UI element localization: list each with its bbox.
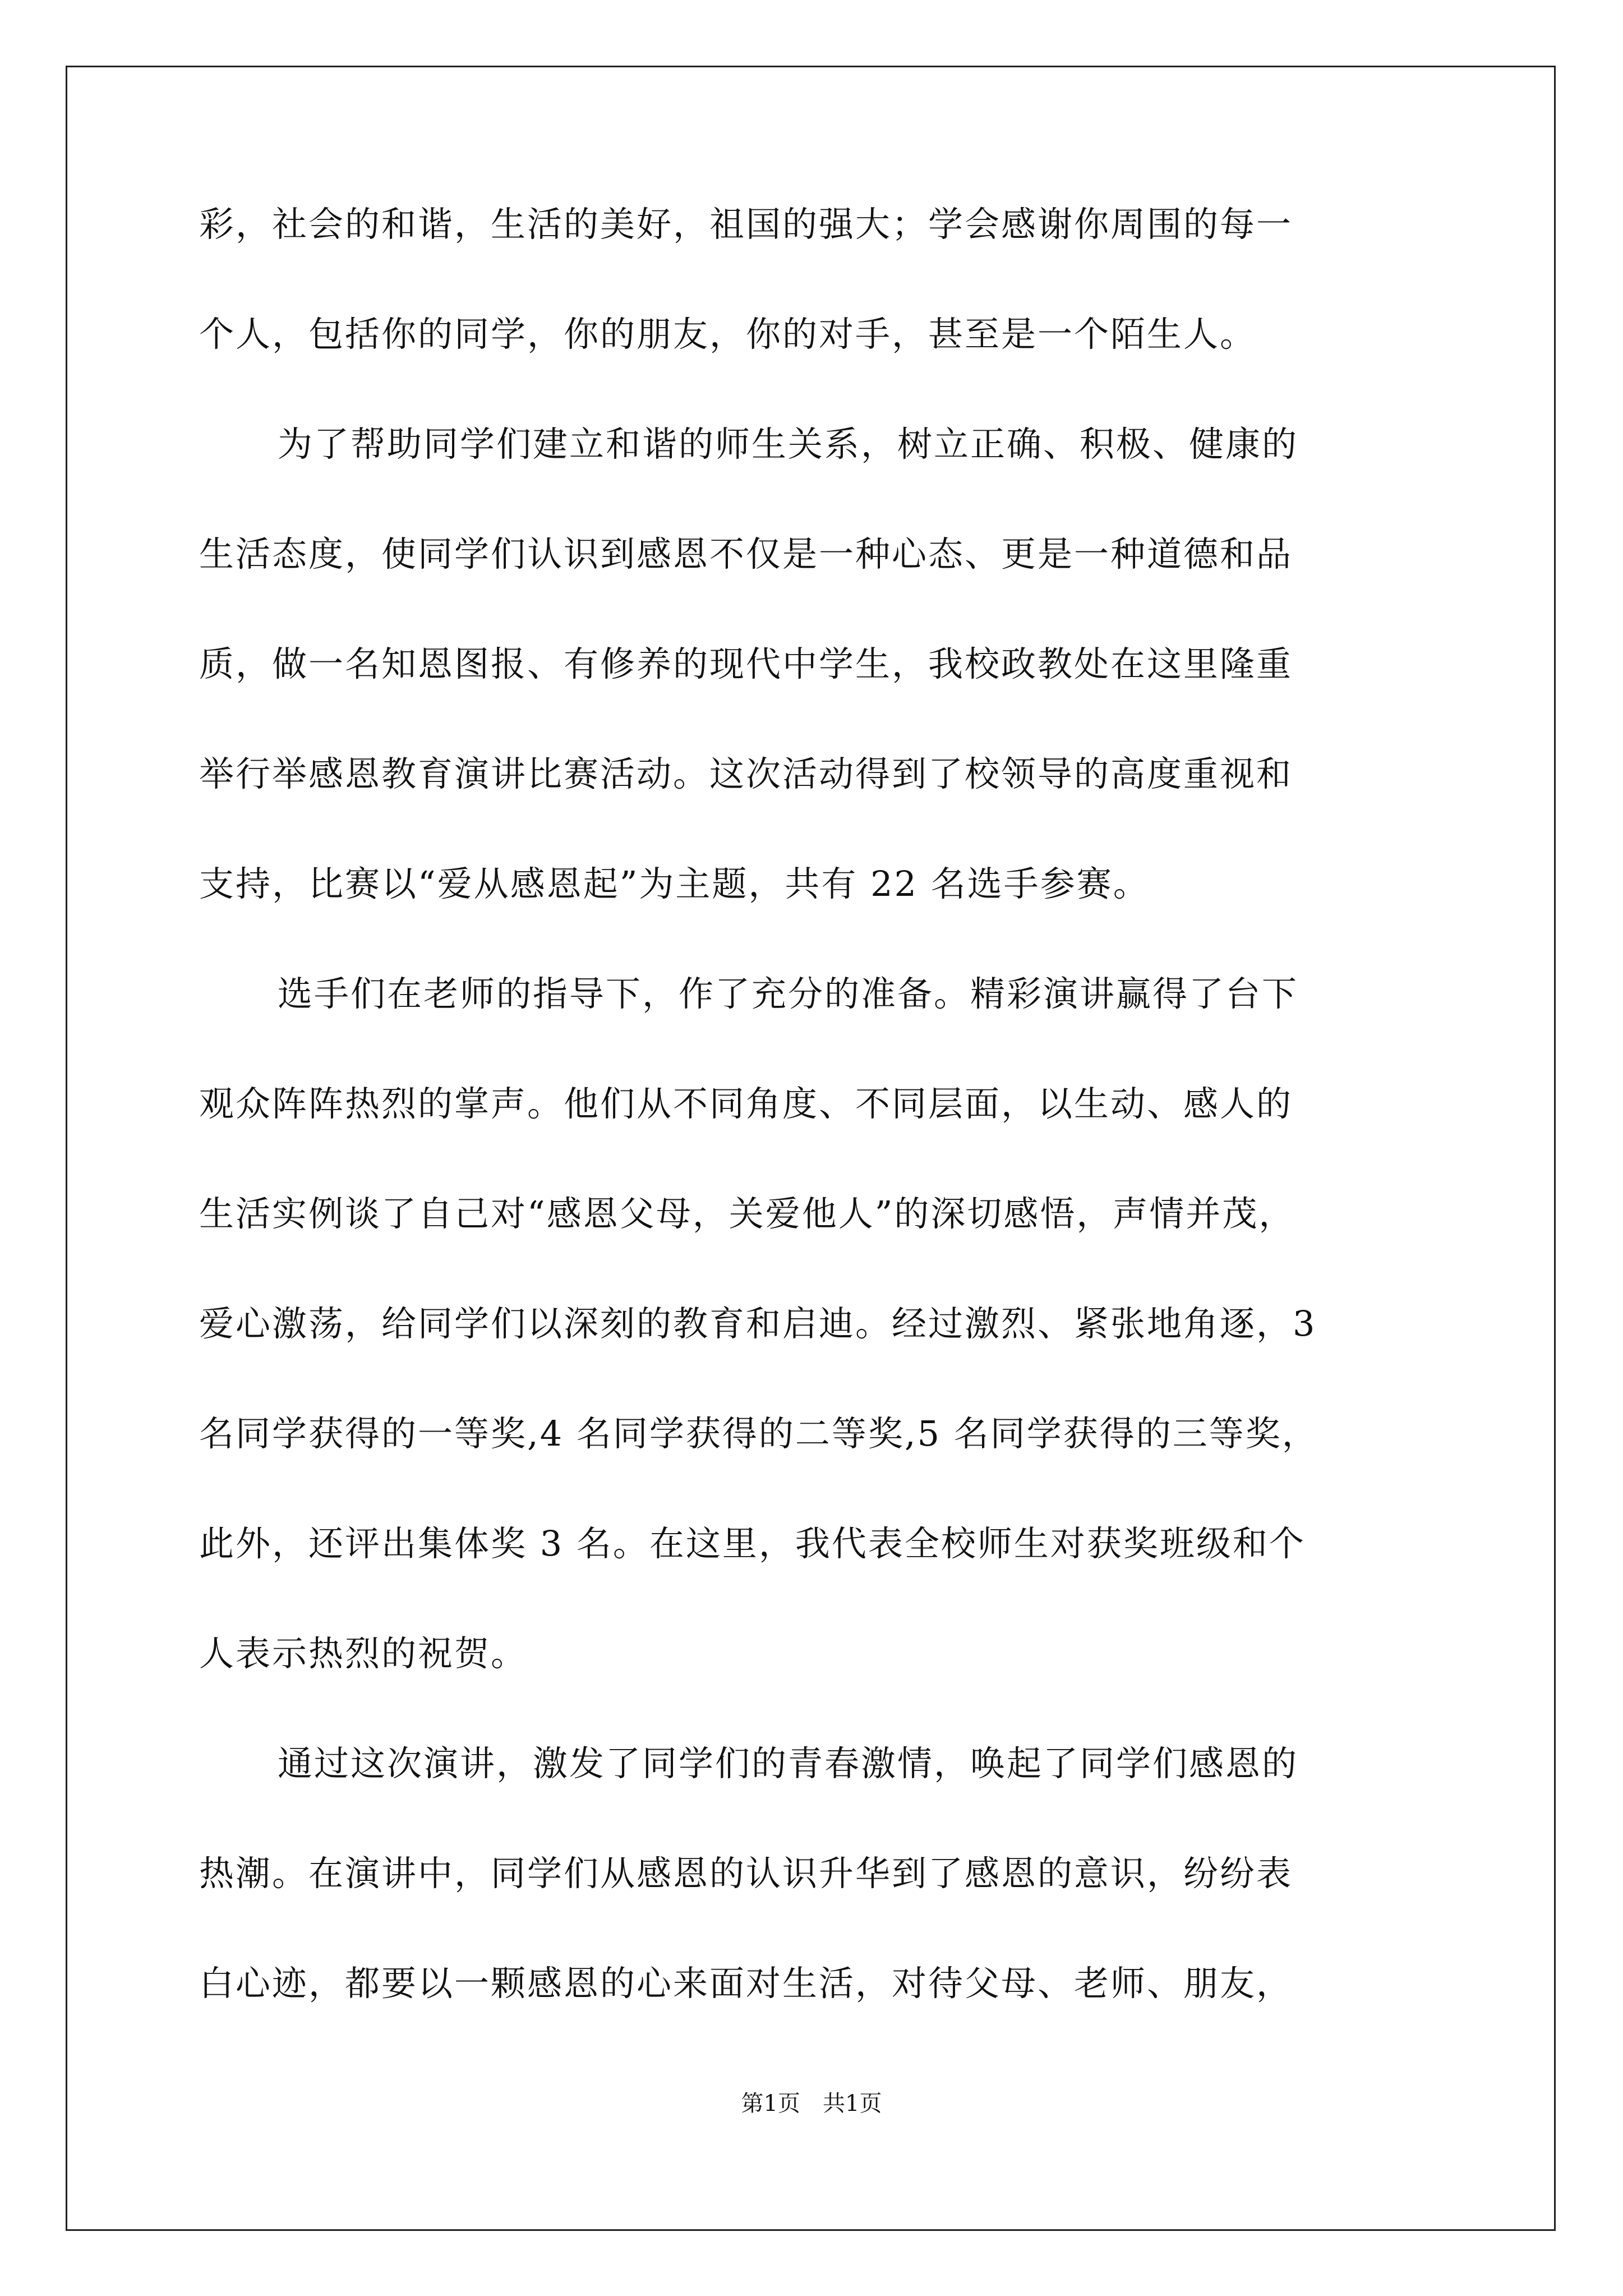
- text-line: 生活实例谈了自己对“感恩父母，关爱他人”的深切感悟，声情并茂，: [199, 1193, 1295, 1234]
- text-line: 个人，包括你的同学，你的朋友，你的对手，甚至是一个陌生人。: [199, 314, 1257, 355]
- text-line: 热潮。在演讲中，同学们从感恩的认识升华到了感恩的意识，纷纷表: [199, 1853, 1293, 1894]
- page-total: 共1页: [823, 2091, 882, 2116]
- page-footer: [0, 2087, 1623, 2120]
- text-line: 名同学获得的一等奖,4 名同学获得的二等奖,5 名同学获得的三等奖，: [199, 1413, 1318, 1454]
- text-line: 此外，还评出集体奖 3 名。在这里，我代表全校师生对获奖班级和个: [199, 1523, 1306, 1564]
- page-number: 第1页: [741, 2091, 800, 2116]
- text-line: 生活态度，使同学们认识到感恩不仅是一种心态、更是一种道德和品: [199, 533, 1293, 574]
- text-line: 质，做一名知恩图报、有修养的现代中学生，我校政教处在这里隆重: [199, 643, 1293, 684]
- text-line: 人表示热烈的祝贺。: [199, 1633, 528, 1674]
- paragraph-start-line: 选手们在老师的指导下，作了充分的准备。精彩演讲赢得了台下: [278, 973, 1299, 1014]
- text-line: 举行举感恩教育演讲比赛活动。这次活动得到了校领导的高度重视和: [199, 753, 1293, 794]
- text-line: 观众阵阵热烈的掌声。他们从不同角度、不同层面，以生动、感人的: [199, 1083, 1293, 1124]
- text-line: 白心迹，都要以一颗感恩的心来面对生活，对待父母、老师、朋友，: [199, 1963, 1293, 2004]
- text-line: 爱心激荡，给同学们以深刻的教育和启迪。经过激烈、紧张地角逐，3: [199, 1303, 1317, 1344]
- text-line: 支持，比赛以“爱从感恩起”为主题，共有 22 名选手参赛。: [199, 863, 1150, 904]
- text-line: 彩，社会的和谐，生活的美好，祖国的强大；学会感谢你周围的每一: [199, 204, 1293, 245]
- paragraph-start-line: 为了帮助同学们建立和谐的师生关系，树立正确、积极、健康的: [278, 424, 1299, 464]
- paragraph-start-line: 通过这次演讲，激发了同学们的青春激情，唤起了同学们感恩的: [278, 1743, 1299, 1784]
